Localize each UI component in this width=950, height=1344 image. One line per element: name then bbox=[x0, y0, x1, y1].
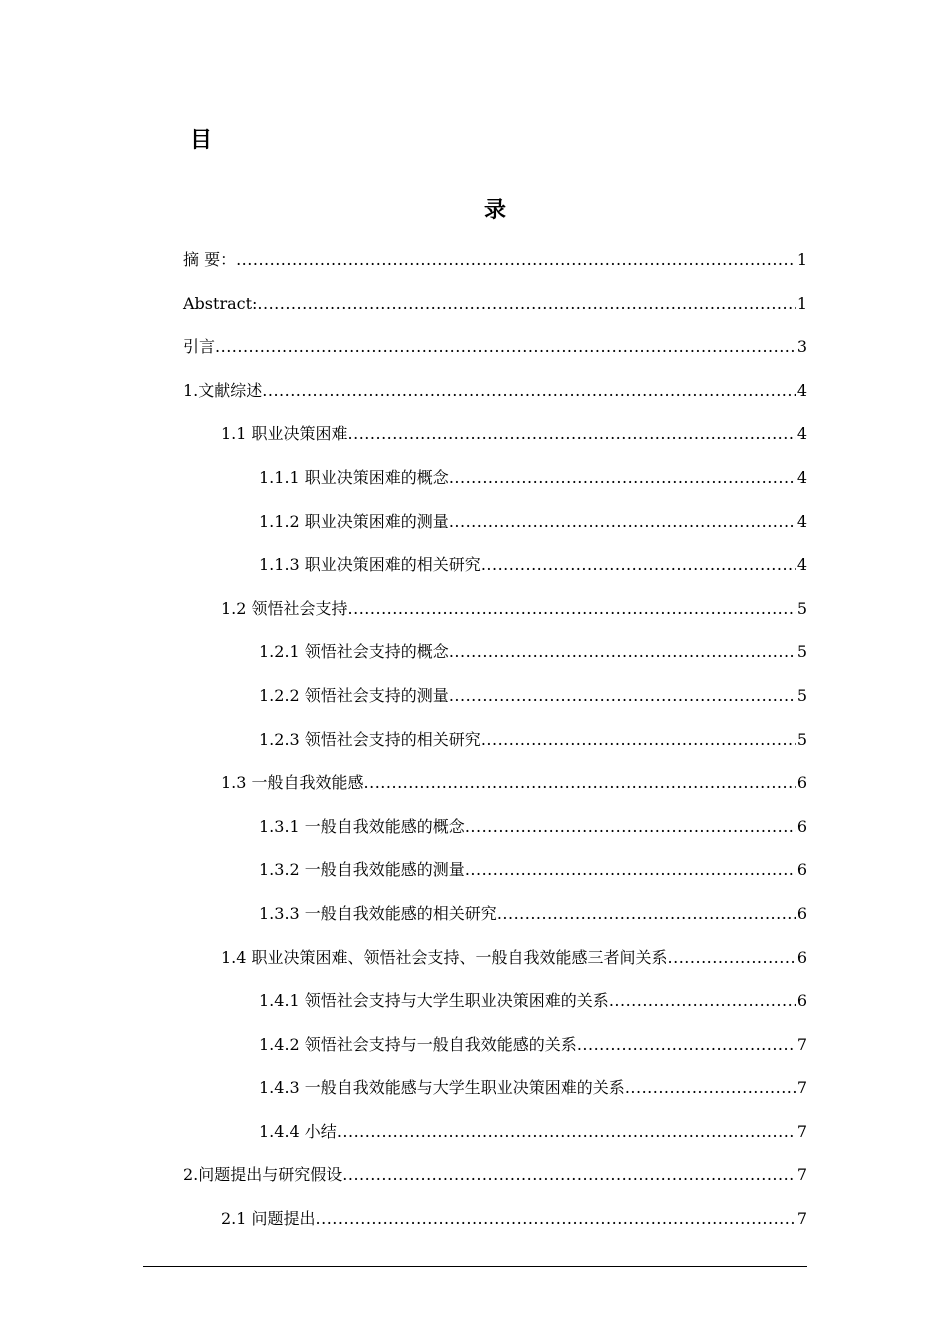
toc-entry-leader-dots bbox=[465, 815, 796, 839]
toc-entry-page-number: 7 bbox=[796, 1078, 807, 1098]
toc-entry-leader-dots bbox=[215, 335, 796, 359]
toc-entry[interactable] bbox=[183, 292, 807, 336]
toc-heading-part-1: 目 bbox=[190, 128, 213, 153]
toc-entry[interactable] bbox=[183, 1120, 807, 1164]
toc-entry-leader-dots bbox=[342, 1163, 796, 1187]
toc-entry-label: 1.3.1 一般自我效能感的概念 bbox=[259, 816, 465, 836]
toc-entry[interactable] bbox=[183, 640, 807, 684]
toc-entry-leader-dots bbox=[364, 771, 796, 795]
toc-entry-leader-dots bbox=[481, 553, 796, 577]
toc-entry[interactable] bbox=[183, 1163, 807, 1207]
toc-entry-leader-dots bbox=[236, 248, 796, 272]
toc-entry-label: 摘 要： bbox=[183, 250, 237, 269]
toc-entry-label: 1.1.2 职业决策困难的测量 bbox=[259, 511, 449, 531]
toc-entry-leader-dots bbox=[481, 728, 796, 752]
toc-entry-page-number: 4 bbox=[796, 467, 807, 487]
toc-entry[interactable] bbox=[183, 248, 807, 292]
toc-entry-label: 1.3.3 一般自我效能感的相关研究 bbox=[259, 903, 497, 923]
toc-entry-label: 1.1.3 职业决策困难的相关研究 bbox=[259, 555, 481, 575]
toc-entry-page-number: 5 bbox=[796, 642, 807, 662]
toc-entry-label: 引言 bbox=[183, 337, 216, 357]
toc-entry-label: 1.4 职业决策困难、领悟社会支持、一般自我效能感三者间关系 bbox=[221, 947, 668, 967]
toc-entry-label: 1.2.3 领悟社会支持的相关研究 bbox=[259, 729, 481, 749]
toc-entry-leader-dots bbox=[449, 640, 796, 664]
toc-entry-leader-dots bbox=[337, 1120, 796, 1144]
toc-entry-label: 1.4.4 小结 bbox=[259, 1121, 337, 1141]
toc-entry-page-number: 5 bbox=[796, 685, 807, 705]
toc-entry[interactable] bbox=[183, 946, 807, 990]
toc-entry-leader-dots bbox=[316, 1207, 796, 1231]
toc-entry-page-number: 1 bbox=[796, 250, 807, 269]
toc-entry[interactable] bbox=[183, 1033, 807, 1077]
toc-entry-page-number: 4 bbox=[796, 424, 807, 444]
table-of-contents bbox=[183, 248, 807, 1251]
toc-entry[interactable] bbox=[183, 510, 807, 554]
toc-entry-label: 1.2.2 领悟社会支持的测量 bbox=[259, 685, 449, 705]
toc-entry[interactable] bbox=[183, 771, 807, 815]
toc-entry-leader-dots bbox=[449, 684, 796, 708]
toc-entry-page-number: 5 bbox=[796, 729, 807, 749]
toc-entry[interactable] bbox=[183, 466, 807, 510]
toc-entry[interactable] bbox=[183, 379, 807, 423]
toc-entry-label: 1.1 职业决策困难 bbox=[221, 424, 348, 444]
toc-entry-page-number: 7 bbox=[796, 1165, 807, 1185]
toc-entry[interactable] bbox=[183, 597, 807, 641]
toc-entry-leader-dots bbox=[257, 292, 795, 316]
toc-entry-page-number: 6 bbox=[796, 816, 807, 836]
toc-entry-page-number: 6 bbox=[796, 860, 807, 880]
toc-entry-page-number: 7 bbox=[796, 1121, 807, 1141]
toc-entry[interactable] bbox=[183, 858, 807, 902]
toc-entry-leader-dots bbox=[609, 989, 796, 1013]
toc-entry[interactable] bbox=[183, 1076, 807, 1120]
toc-entry-label: 1.文献综述 bbox=[183, 380, 263, 400]
toc-entry-page-number: 6 bbox=[796, 773, 807, 793]
toc-entry-leader-dots bbox=[497, 902, 796, 926]
toc-entry-label: 2.问题提出与研究假设 bbox=[183, 1165, 343, 1185]
footer-rule bbox=[143, 1266, 807, 1267]
toc-entry-leader-dots bbox=[348, 422, 796, 446]
toc-entry-page-number: 1 bbox=[796, 293, 807, 313]
toc-entry[interactable] bbox=[183, 902, 807, 946]
toc-entry[interactable] bbox=[183, 815, 807, 859]
toc-entry-leader-dots bbox=[348, 597, 796, 621]
toc-entry[interactable] bbox=[183, 335, 807, 379]
toc-entry[interactable] bbox=[183, 553, 807, 597]
toc-entry-page-number: 6 bbox=[796, 947, 807, 967]
toc-entry-label: 1.3 一般自我效能感 bbox=[221, 773, 364, 793]
toc-entry-label: 1.4.1 领悟社会支持与大学生职业决策困难的关系 bbox=[259, 991, 609, 1011]
toc-entry-leader-dots bbox=[449, 466, 796, 490]
toc-entry-label: 1.2 领悟社会支持 bbox=[221, 598, 348, 618]
toc-entry[interactable] bbox=[183, 422, 807, 466]
toc-entry-leader-dots bbox=[449, 510, 796, 534]
toc-entry-page-number: 5 bbox=[796, 598, 807, 618]
toc-entry-label: 1.2.1 领悟社会支持的概念 bbox=[259, 642, 449, 662]
toc-entry-label: 1.1.1 职业决策困难的概念 bbox=[259, 467, 449, 487]
toc-entry-label: 1.3.2 一般自我效能感的测量 bbox=[259, 860, 465, 880]
toc-entry-page-number: 4 bbox=[796, 555, 807, 575]
toc-entry-label: 1.4.3 一般自我效能感与大学生职业决策困难的关系 bbox=[259, 1078, 625, 1098]
toc-entry[interactable] bbox=[183, 989, 807, 1033]
toc-entry[interactable] bbox=[183, 728, 807, 772]
toc-entry-leader-dots bbox=[262, 379, 796, 403]
toc-entry-page-number: 4 bbox=[796, 380, 807, 400]
toc-heading-part-2: 录 bbox=[483, 198, 506, 223]
toc-entry-page-number: 6 bbox=[796, 903, 807, 923]
toc-entry[interactable] bbox=[183, 1207, 807, 1251]
toc-entry-page-number: 4 bbox=[796, 511, 807, 531]
toc-entry-page-number: 7 bbox=[796, 1209, 807, 1229]
toc-entry-label: 2.1 问题提出 bbox=[221, 1209, 316, 1229]
toc-entry-leader-dots bbox=[465, 858, 796, 882]
toc-entry[interactable] bbox=[183, 684, 807, 728]
toc-entry-label: Abstract: bbox=[183, 293, 258, 313]
toc-entry-page-number: 7 bbox=[796, 1034, 807, 1054]
toc-entry-page-number: 6 bbox=[796, 991, 807, 1011]
toc-entry-page-number: 3 bbox=[796, 337, 807, 357]
toc-entry-leader-dots bbox=[668, 946, 796, 970]
toc-entry-leader-dots bbox=[577, 1033, 796, 1057]
toc-entry-leader-dots bbox=[625, 1076, 796, 1100]
toc-entry-label: 1.4.2 领悟社会支持与一般自我效能感的关系 bbox=[259, 1034, 577, 1054]
